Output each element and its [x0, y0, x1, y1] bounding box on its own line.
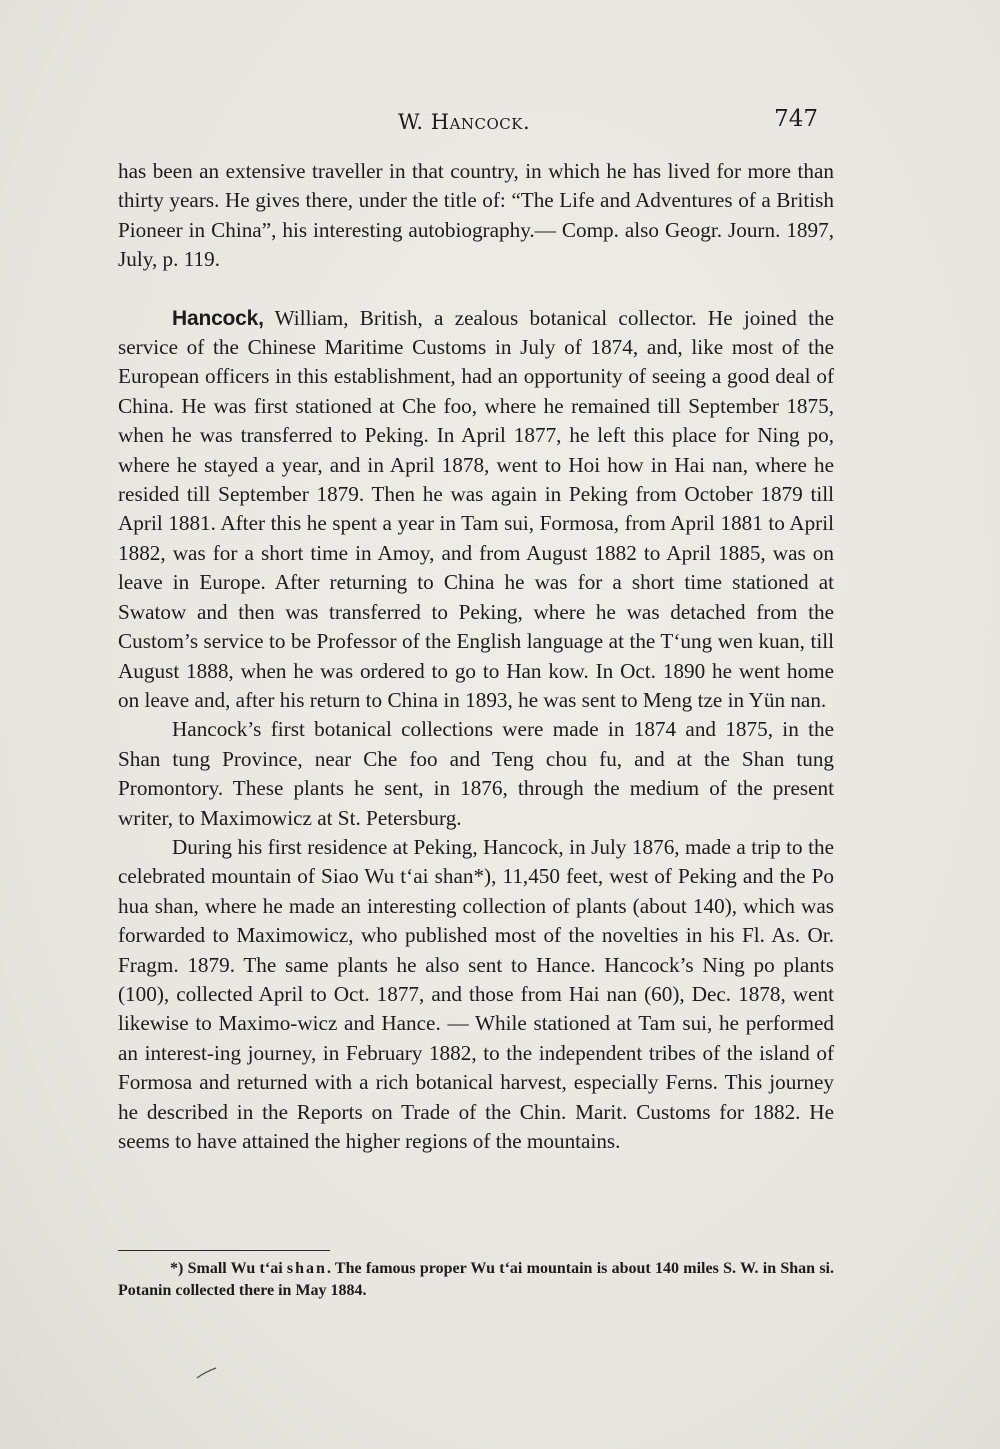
- paragraph-residence: During his first residence at Peking, Hancock, in July 1876, made a trip to the celebrated mountain of Siao Wu t‘ai shan*), 11,450 feet, west of Peking and the Po hua shan, where he made an interesting collection of plants (about 140), which was forwarded to Maximowicz, who published most of the novelties in his Fl. As. Or. Fragm. 1879. The same plants he also sent to Hance. Hancock’s Ning po plants (100), collected April to Oct. 1877, and those from Hai nan (60), Dec. 1878, went likewise to Maximo-wicz and Hance. — While stationed at Tam sui, he performed an interest-ing journey, in February 1882, to the independent tribes of the island of Formosa and returned with a rich botanical harvest, especially Ferns. This journey he described in the Reports on Trade of the Chin. Marit. Customs for 1882. He seems to have attained the higher regions of the mountains.: [118, 834, 834, 1153]
- footnote-rest: . The famous proper Wu t‘ai mountain is about 140 miles S. W. in Shan si. Potanin collected there in May 1884.: [118, 1260, 834, 1299]
- entry-paragraph: [118, 304, 834, 716]
- body-text: [118, 157, 834, 1156]
- page-header: [118, 106, 824, 136]
- page-number: 747: [774, 106, 818, 132]
- entry-text: William, British, a zealous botanical collector. He joined the service of the Chinese Maritime Customs in July of 1874, and, like most of the European officers in this establishment, had an opportunity of seeing a good deal of China. He was first stationed at Che foo, where he remained till September 1875, when he was transferred to Peking. In April 1877, he left this place for Ning po, where he stayed a year, and in April 1878, went to Hoi how in Hai nan, where he resided till September 1879. Then he was again in Peking from October 1879 till April 1881. After this he spent a year in Tam sui, Formosa, from April 1881 to April 1882, was for a short time in Amoy, and from August 1882 to April 1885, was on leave in Europe. After returning to China he was for a short time stationed at Swatow and then was transferred to Peking, where he was detached from the Custom’s service to be Professor of the English language at the T‘ung wen kuan, till August 1888, when he was ordered to go to Han kow. In Oct. 1890 he went home on leave and, after his return to China in 1893, he was sent to Meng tze in Yün nan.: [118, 305, 834, 712]
- footnote-lead: *) Small Wu t‘ai: [170, 1260, 287, 1277]
- footnote-rule: [118, 1250, 330, 1251]
- paragraph-collections: Hancock’s first botanical collections were made in 1874 and 1875, in the Shan tung Province, near Che foo and Teng chou fu, and at the Shan tung Promontory. These plants he sent, in 1876, through the medium of the present writer, to Maximowicz at St. Petersburg.: [118, 717, 834, 830]
- footnote: [118, 1258, 834, 1302]
- running-head: [398, 110, 530, 134]
- footnote-text: [118, 1258, 834, 1302]
- intro-paragraph: has been an extensive traveller in that country, in which he has lived for more than thirty years. He gives there, under the title of: “The Life and Adventures of a British Pioneer in China”, his interesting autobiography.— Comp. also Geogr. Journ. 1897, July, p. 119.: [118, 159, 834, 272]
- pencil-mark: [196, 1366, 218, 1380]
- running-head-initial: W.: [398, 110, 431, 134]
- footnote-spaced-word: shan: [286, 1260, 327, 1277]
- entry-headword: Hancock,: [172, 306, 264, 330]
- running-head-name: Hancock.: [430, 110, 531, 134]
